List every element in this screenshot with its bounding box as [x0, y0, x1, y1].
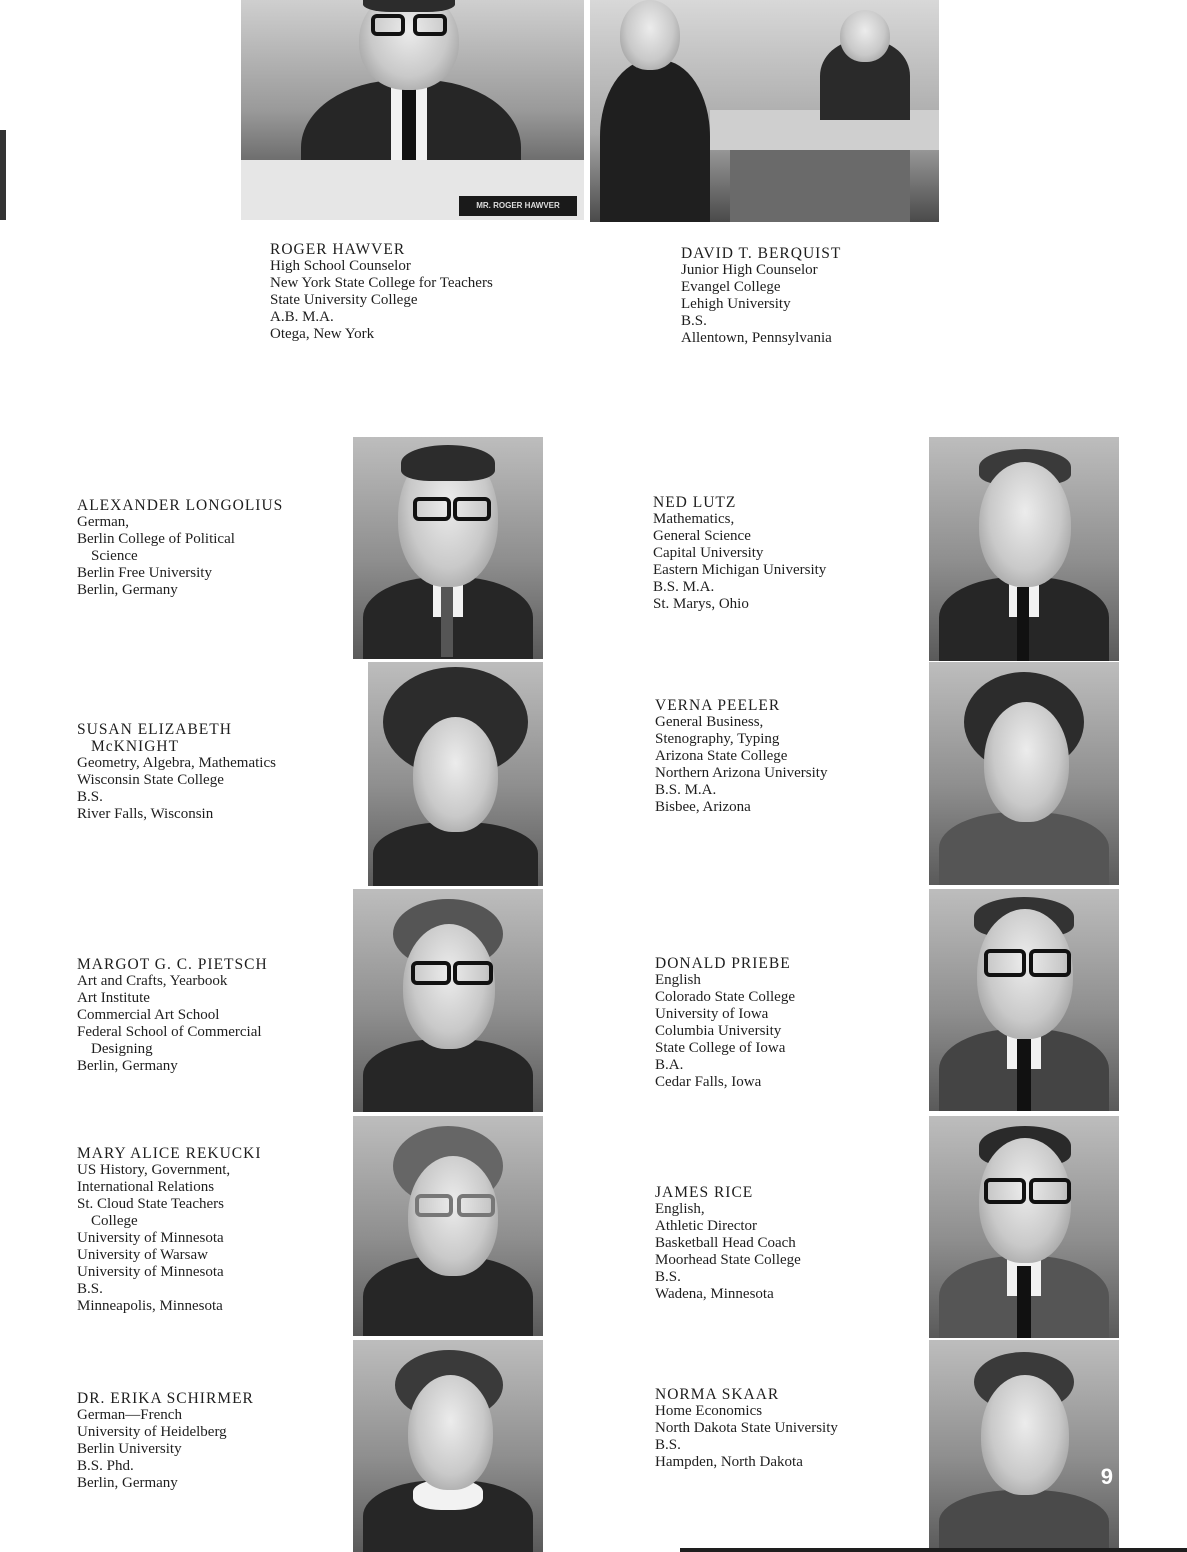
caption-line: High School Counselor	[270, 258, 411, 274]
caption-line: Wisconsin State College	[77, 772, 224, 788]
caption-line: Commercial Art School	[77, 1007, 220, 1023]
page-number: 9	[1100, 1464, 1113, 1489]
caption-norma-skaar	[655, 1386, 838, 1471]
caption-line: University of Heidelberg	[77, 1424, 227, 1440]
caption-line: Capital University	[653, 545, 764, 561]
caption-erika-schirmer	[77, 1390, 254, 1492]
caption-line: Lehigh University	[681, 296, 791, 312]
portrait-donald-priebe	[929, 889, 1119, 1111]
caption-line: Berlin, Germany	[77, 1475, 178, 1491]
caption-line: General Business,	[655, 714, 764, 730]
caption-line: B.S. M.A.	[653, 579, 715, 595]
caption-line: US History, Government,	[77, 1162, 231, 1178]
portrait-margot-pietsch	[353, 889, 543, 1112]
caption-line: Berlin, Germany	[77, 1058, 178, 1074]
caption-line: Home Economics	[655, 1403, 763, 1419]
caption-line: English,	[655, 1201, 705, 1217]
caption-line: Designing	[91, 1041, 153, 1057]
staff-name: MARGOT G. C. PIETSCH	[77, 956, 268, 973]
caption-line: English	[655, 972, 701, 988]
caption-roger-hawver	[270, 241, 493, 343]
staff-name: NED LUTZ	[653, 494, 737, 511]
caption-david-berquist	[681, 245, 841, 347]
caption-line: Hampden, North Dakota	[655, 1454, 803, 1470]
caption-line: B.S. Phd.	[77, 1458, 134, 1474]
caption-line: Otega, New York	[270, 326, 375, 342]
caption-line: St. Cloud State Teachers	[77, 1196, 224, 1212]
caption-line: Colorado State College	[655, 989, 795, 1005]
caption-susan-mcknight	[77, 721, 276, 823]
portrait-susan-mcknight	[368, 662, 543, 886]
caption-line: Columbia University	[655, 1023, 782, 1039]
caption-line: University of Iowa	[655, 1006, 769, 1022]
staff-name: DAVID T. BERQUIST	[681, 245, 842, 262]
photo-roger-hawver	[241, 0, 584, 220]
caption-line: Evangel College	[681, 279, 781, 295]
caption-line: Wadena, Minnesota	[655, 1286, 774, 1302]
caption-donald-priebe	[655, 955, 795, 1091]
scan-edge-mark	[0, 130, 6, 220]
caption-line: St. Marys, Ohio	[653, 596, 749, 612]
staff-name: JAMES RICE	[655, 1184, 754, 1201]
caption-line: Basketball Head Coach	[655, 1235, 796, 1251]
portrait-alexander-longolius	[353, 437, 543, 659]
caption-line: Allentown, Pennsylvania	[681, 330, 832, 346]
caption-james-rice	[655, 1184, 801, 1303]
caption-line: State College of Iowa	[655, 1040, 786, 1056]
caption-line: Berlin University	[77, 1441, 182, 1457]
nameplate: MR. ROGER HAWVER	[459, 196, 577, 216]
caption-line: Arizona State College	[655, 748, 788, 764]
staff-name: SUSAN ELIZABETH	[77, 721, 232, 738]
caption-mary-rekucki	[77, 1145, 262, 1315]
staff-name: NORMA SKAAR	[655, 1386, 780, 1403]
caption-line: Minneapolis, Minnesota	[77, 1298, 223, 1314]
caption-line: Berlin College of Political	[77, 531, 235, 547]
caption-line: University of Minnesota	[77, 1264, 224, 1280]
caption-line: B.A.	[655, 1057, 684, 1073]
caption-line: German—French	[77, 1407, 182, 1423]
caption-line: General Science	[653, 528, 751, 544]
caption-line: Bisbee, Arizona	[655, 799, 751, 815]
caption-line: Moorhead State College	[655, 1252, 801, 1268]
caption-line: Cedar Falls, Iowa	[655, 1074, 762, 1090]
staff-name: DR. ERIKA SCHIRMER	[77, 1390, 254, 1407]
portrait-mary-rekucki	[353, 1116, 543, 1336]
caption-line: B.S. M.A.	[655, 782, 717, 798]
staff-name: McKNIGHT	[91, 738, 180, 755]
staff-name: MARY ALICE REKUCKI	[77, 1145, 262, 1162]
caption-line: Berlin, Germany	[77, 582, 178, 598]
caption-ned-lutz	[653, 494, 826, 613]
caption-line: German,	[77, 514, 130, 530]
portrait-ned-lutz	[929, 437, 1119, 661]
caption-line: B.S.	[655, 1437, 681, 1453]
caption-margot-pietsch	[77, 956, 268, 1075]
caption-line: Northern Arizona University	[655, 765, 828, 781]
caption-line: College	[91, 1213, 138, 1229]
caption-line: B.S.	[681, 313, 707, 329]
caption-line: River Falls, Wisconsin	[77, 806, 214, 822]
caption-line: North Dakota State University	[655, 1420, 838, 1436]
caption-line: Art Institute	[77, 990, 150, 1006]
staff-name: DONALD PRIEBE	[655, 955, 791, 972]
caption-line: University of Minnesota	[77, 1230, 224, 1246]
caption-line: Stenography, Typing	[655, 731, 780, 747]
caption-line: Art and Crafts, Yearbook	[77, 973, 228, 989]
caption-line: New York State College for Teachers	[270, 275, 493, 291]
staff-name: ALEXANDER LONGOLIUS	[77, 497, 284, 514]
caption-line: A.B. M.A.	[270, 309, 334, 325]
caption-line: Eastern Michigan University	[653, 562, 827, 578]
caption-line: B.S.	[77, 1281, 103, 1297]
portrait-erika-schirmer	[353, 1340, 543, 1552]
caption-line: Federal School of Commercial	[77, 1024, 262, 1040]
caption-verna-peeler	[655, 697, 827, 816]
caption-line: Berlin Free University	[77, 565, 212, 581]
caption-line: Geometry, Algebra, Mathematics	[77, 755, 276, 771]
caption-line: B.S.	[655, 1269, 681, 1285]
portrait-norma-skaar	[929, 1340, 1119, 1552]
caption-line: Junior High Counselor	[681, 262, 818, 278]
caption-line: University of Warsaw	[77, 1247, 208, 1263]
caption-line: International Relations	[77, 1179, 215, 1195]
photo-david-berquist	[590, 0, 939, 222]
caption-line: Athletic Director	[655, 1218, 758, 1234]
caption-line: Science	[91, 548, 138, 564]
caption-line: B.S.	[77, 789, 103, 805]
staff-name: VERNA PEELER	[655, 697, 781, 714]
caption-line: Mathematics,	[653, 511, 735, 527]
footer-rule	[680, 1548, 1187, 1552]
portrait-james-rice	[929, 1116, 1119, 1338]
caption-alexander-longolius	[77, 497, 283, 599]
caption-line: State University College	[270, 292, 418, 308]
portrait-verna-peeler	[929, 662, 1119, 885]
staff-name: ROGER HAWVER	[270, 241, 406, 258]
